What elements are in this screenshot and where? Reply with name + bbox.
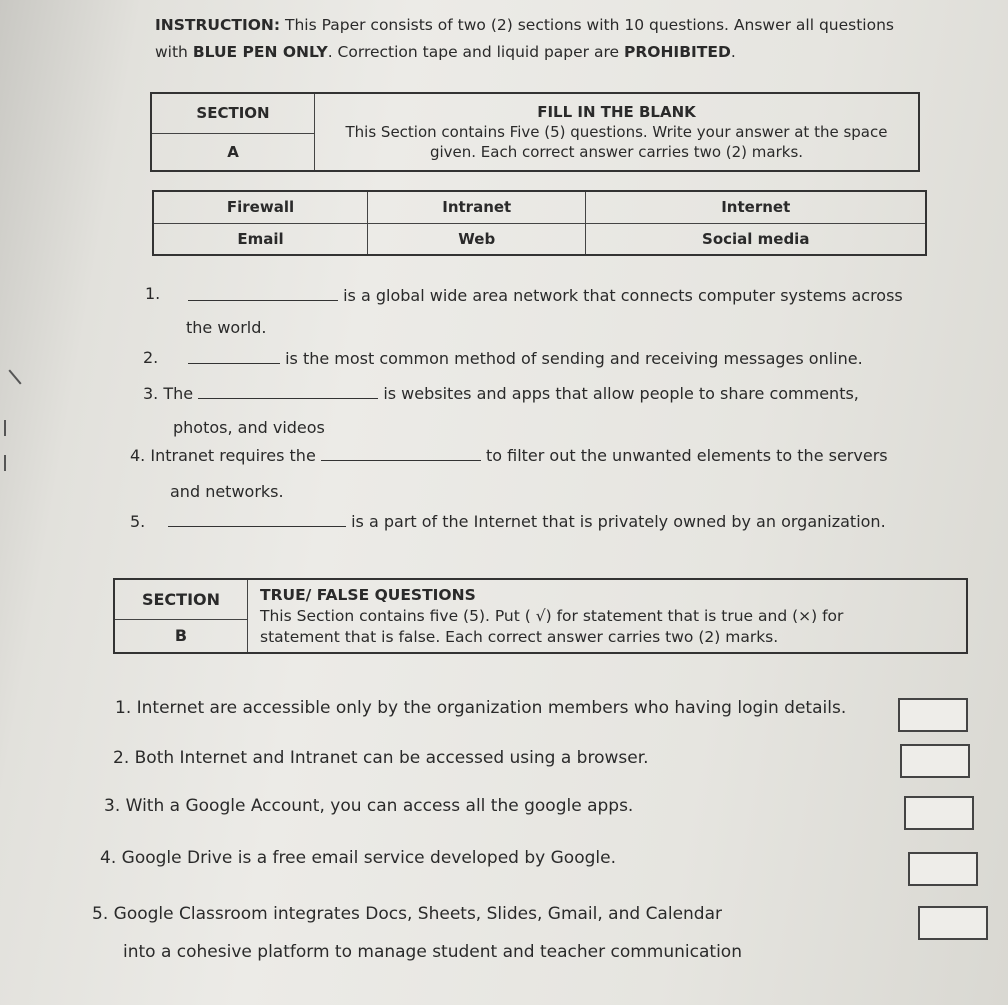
fill-question-1 <box>145 284 160 303</box>
word-bank-cell: Web <box>368 223 586 255</box>
question-text: to filter out the unwanted elements to the servers <box>485 446 888 465</box>
answer-box[interactable] <box>900 744 970 778</box>
word-bank-cell: Firewall <box>153 191 368 223</box>
instruction-text: with <box>155 43 193 61</box>
instruction-line-1 <box>155 12 955 39</box>
instruction-text: . Correction tape and liquid paper are <box>327 43 624 61</box>
word-bank-row <box>153 191 926 223</box>
instruction-text: . <box>730 43 736 61</box>
answer-box[interactable] <box>918 906 988 940</box>
question-number: 3. <box>104 796 121 816</box>
tf-question-5-cont: into a cohesive platform to manage student and teacher communication <box>123 942 742 962</box>
question-text: Google Drive is a free email service developed by Google. <box>121 848 616 868</box>
section-b-desc-line1: This Section contains five (5). Put ( √) for statement that is true and (×) for <box>260 606 844 625</box>
question-text: Internet are accessible only by the organization members who having login details. <box>136 698 847 718</box>
fill-question-2 <box>143 348 158 367</box>
question-number: 3. <box>143 384 159 403</box>
instruction-text: This Paper consists of two (2) sections with 10 questions. Answer all questions <box>285 16 894 34</box>
instruction-label: INSTRUCTION: <box>155 16 281 34</box>
section-b-desc-line2: statement that is false. Each correct answer carries two (2) marks. <box>260 627 779 646</box>
tf-question-2 <box>113 748 649 768</box>
section-b-letter: B <box>114 619 248 653</box>
fill-question-5-line <box>168 512 886 531</box>
question-text: is the most common method of sending and receiving messages online. <box>285 349 863 368</box>
question-number: 1. <box>145 284 161 303</box>
section-a-desc-line1: This Section contains Five (5) questions. Write your answer at the space <box>345 123 888 141</box>
word-bank-cell: Internet <box>586 191 926 223</box>
fill-question-3-cont: photos, and videos <box>173 418 325 437</box>
question-number: 2. <box>143 348 159 367</box>
fill-question-4-cont: and networks. <box>170 482 284 501</box>
question-text: With a Google Account, you can access all the google apps. <box>125 796 634 816</box>
pen-mark <box>4 455 6 471</box>
section-a-letter: A <box>151 133 315 171</box>
question-text-pre: Intranet requires the <box>150 446 316 465</box>
answer-blank[interactable] <box>188 286 338 301</box>
tf-question-1 <box>115 698 846 718</box>
question-text: is a global wide area network that connects computer systems across <box>343 286 903 305</box>
section-a-description <box>315 93 920 171</box>
question-number: 4. <box>130 446 146 465</box>
answer-box[interactable] <box>898 698 968 732</box>
section-a-label: SECTION <box>151 93 315 133</box>
question-number: 1. <box>115 698 132 718</box>
section-b-label: SECTION <box>114 579 248 619</box>
instruction-line-2 <box>155 39 955 66</box>
fill-question-1-line <box>188 286 903 305</box>
tf-question-5 <box>92 904 722 924</box>
prohibited-text: PROHIBITED <box>623 43 731 61</box>
answer-blank[interactable] <box>198 384 378 399</box>
answer-box[interactable] <box>908 852 978 886</box>
section-a-desc-line2: given. Each correct answer carries two (2) marks. <box>429 143 804 161</box>
fill-question-3 <box>143 384 859 403</box>
section-b-description <box>248 579 968 653</box>
fill-question-4 <box>130 446 888 465</box>
section-a-header <box>150 92 920 172</box>
question-text: Google Classroom integrates Docs, Sheets, Slides, Gmail, and Calendar <box>113 904 723 924</box>
fill-question-5 <box>130 512 145 531</box>
pen-mark <box>4 420 6 436</box>
word-bank-table <box>152 190 927 256</box>
section-b-header <box>113 578 968 654</box>
answer-blank[interactable] <box>188 349 280 364</box>
question-number: 5. <box>130 512 146 531</box>
instruction-block <box>155 12 955 66</box>
answer-blank[interactable] <box>321 446 481 461</box>
question-number: 5. <box>92 904 109 924</box>
answer-box[interactable] <box>904 796 974 830</box>
word-bank-row <box>153 223 926 255</box>
blue-pen-only: BLUE PEN ONLY <box>192 43 328 61</box>
fill-question-2-line <box>188 349 863 368</box>
question-text: is websites and apps that allow people to share comments, <box>383 384 859 403</box>
word-bank-cell: Social media <box>586 223 926 255</box>
word-bank-cell: Email <box>153 223 368 255</box>
pen-mark <box>8 369 21 384</box>
answer-blank[interactable] <box>168 512 346 527</box>
tf-question-4 <box>100 848 616 868</box>
fill-question-1-cont: the world. <box>186 318 267 337</box>
section-a-title: FILL IN THE BLANK <box>537 103 696 121</box>
tf-question-3 <box>104 796 633 816</box>
question-number: 2. <box>113 748 130 768</box>
question-text: Both Internet and Intranet can be accessed using a browser. <box>134 748 649 768</box>
word-bank-cell: Intranet <box>368 191 586 223</box>
question-number: 4. <box>100 848 117 868</box>
section-b-title: TRUE/ FALSE QUESTIONS <box>260 585 476 604</box>
question-text: is a part of the Internet that is privately owned by an organization. <box>351 512 886 531</box>
question-text-pre: The <box>163 384 194 403</box>
